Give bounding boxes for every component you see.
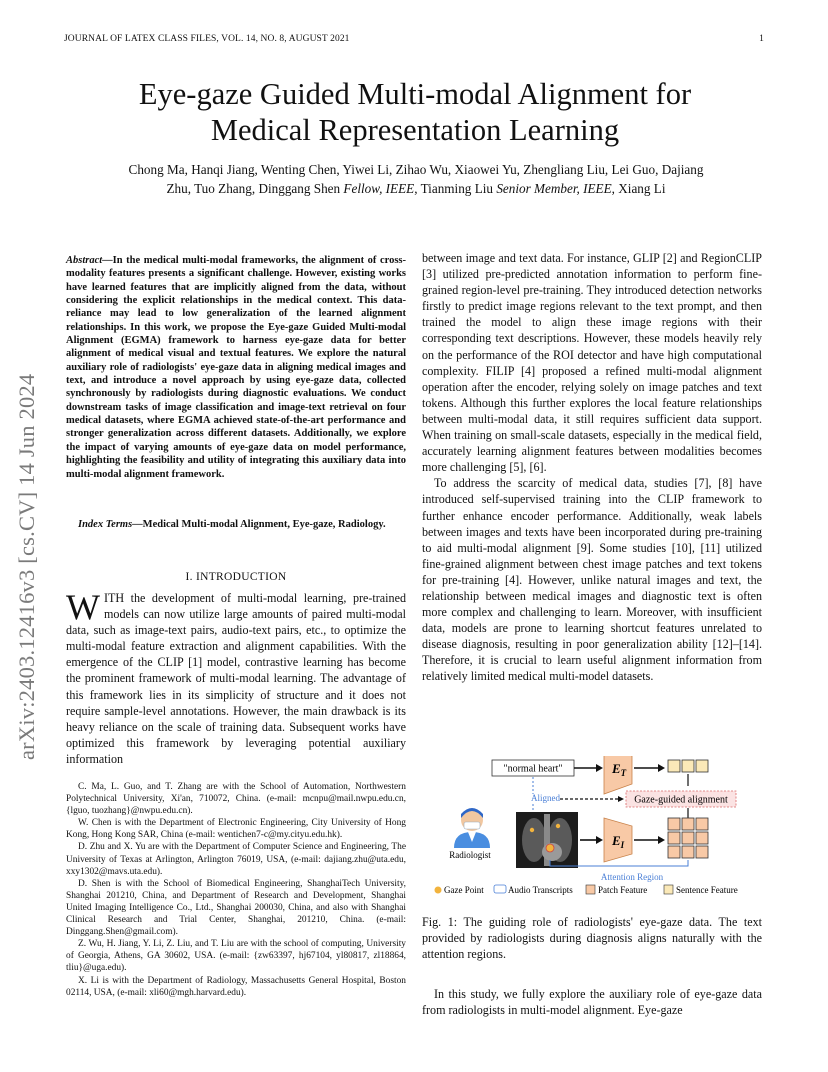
paragraph: between image and text data. For instance, GLIP [2] and RegionCLIP [3] utilized pre-predicted annotation information to perform fine-grained region-level pre-training. They introduced detection networks firstly to predict image regions relevant to the text prompt, and then trained the model to align these image regions with their corresponding text descriptions. However, these models heavily rely on the performance of the ROI detector and have high computational complexity. FILIP [4] proposed a refined multi-modal alignment operation after the encoder, relying solely on image patches and text tokens. Although this further explores the local feature relationships between multi-modal data, it still requires sufficient data support. When training on small-scale datasets, especially in the medical field, accurately learning alignment features between modalities becomes more challenging [5], [6]. xyxy=(422,251,762,475)
arrowhead xyxy=(658,764,665,772)
footnote: C. Ma, L. Guo, and T. Zhang are with the School of Automation, Northwestern Polytechnical University, Xi'an, 710072, China. (e-mail: mcnpu@mail.nwpu.edu.cn, {lguo, tuozhang}@nwpu.edu.cn). xyxy=(66,782,406,817)
index-terms xyxy=(66,518,406,531)
patch-feature-grid xyxy=(668,818,708,858)
title-line-1: Eye-gaze Guided Multi-modal Alignment for xyxy=(138,77,692,111)
legend-patch-feature: Patch Feature xyxy=(598,885,648,895)
paper-title xyxy=(60,76,770,148)
section-heading-introduction: I. INTRODUCTION xyxy=(185,571,287,583)
radiologist-icon xyxy=(454,808,490,848)
abstract xyxy=(66,254,406,481)
abstract-lead: Abstract xyxy=(66,255,103,266)
arrowhead xyxy=(658,836,665,844)
abstract-text: —In the medical multi-modal frameworks, the alignment of cross-modality features presents a significant challenge. However, existing works have learned features that are implicitly aligned from the data, without considering the explicit relationships in the medical context. This data-reliance may lead to low generalization of the learned alignment relationships. In this work, we propose the Eye-gaze Guided Multi-modal Alignment (EGMA) framework to harness eye-gaze data for better alignment of medical visual and textual features. We explore the natural auxiliary role of radiologists' eye-gaze data in aligning medical images and text, and introduce a novel approach by using eye-gaze data, collected synchronously by radiologists during diagnostic evaluations. We conduct downstream tasks of image classification and image-text retrieval on four medical datasets, where EGMA achieved state-of-the-art performance and stronger generalization across different datasets. Additionally, we explore the impact of varying amounts of eye-gaze data on model performance, highlighting the feasibility and utility of integrating this auxiliary data into multi-modal alignment framework. xyxy=(66,255,406,480)
arrowhead xyxy=(596,764,603,772)
title-line-2: Medical Representation Learning xyxy=(210,113,620,147)
gaze-alignment-label: Gaze-guided alignment xyxy=(634,794,728,806)
legend-sentence-feature: Sentence Feature xyxy=(676,885,738,895)
figure-legend xyxy=(435,885,738,895)
legend-audio-icon xyxy=(494,885,506,893)
footnote: Z. Wu, H. Jiang, Y. Li, Z. Liu, and T. Liu are with the school of computing, University of Georgia, Athens, GA 30602, USA. (e-mail: {zw63397, hj67104, yl80817, zl18864, tliu}@uga.edu). xyxy=(66,939,406,974)
right-column-bottom-text xyxy=(422,986,762,1018)
running-header xyxy=(64,34,764,44)
introduction-text: ITH the development of multi-modal learning, pre-trained models can now utilize large amounts of paired multi-modal data, such as image-text pairs, audio-text pairs, etc., to optimize the multi-modal feature extraction and alignment capabilities. With the emergence of the CLIP [1] model, contrastive learning has become the prominent framework of multi-modal learning. The advantage of this framework lies in its simplicity of structure and it does not require sample-level annotations. However, the main drawback is its heavy reliance on the scale of training data. Subsequent works have optimized this framework by leveraging potential auxiliary information xyxy=(66,591,406,766)
arxiv-identifier: arXiv:2403.12416v3 [cs.CV] 14 Jun 2024 xyxy=(14,373,39,760)
introduction-paragraph xyxy=(66,587,406,767)
aligned-label: Aligned xyxy=(531,793,560,803)
authors-line-2 xyxy=(66,179,766,198)
legend-patch-icon xyxy=(586,885,595,894)
index-terms-text: —Medical Multi-modal Alignment, Eye-gaze, Radiology. xyxy=(132,519,386,530)
authors-part-a: Zhu, Tuo Zhang, Dinggang Shen xyxy=(166,181,344,196)
drop-cap: W xyxy=(66,587,100,627)
legend-audio-transcripts: Audio Transcripts xyxy=(508,885,573,895)
figure-1-diagram xyxy=(432,756,772,904)
chest-xray-image xyxy=(516,812,578,868)
legend-sentence-icon xyxy=(664,885,673,894)
sentence-feature xyxy=(682,760,694,772)
legend-gaze-point: Gaze Point xyxy=(444,885,484,895)
author-list xyxy=(66,160,766,198)
authors-part-c: , Xiang Li xyxy=(611,181,666,196)
footnote: W. Chen is with the Department of Electronic Engineering, City University of Hong Kong, Hong Kong SAR, China (e-mail: wentichen7-c@my.cityu.edu.hk). xyxy=(66,818,406,841)
text-encoder-label: $E_T$ xyxy=(612,761,627,778)
sentence-feature xyxy=(668,760,680,772)
transcript-label: "normal heart" xyxy=(503,763,563,775)
image-encoder-label: $E_I$ xyxy=(612,833,625,850)
senior-member-title: Senior Member, IEEE xyxy=(496,181,612,196)
authors-line-1: Chong Ma, Hanqi Jiang, Wenting Chen, Yiwei Li, Zihao Wu, Xiaowei Yu, Zhengliang Liu, Lei Guo, Dajiang xyxy=(128,162,704,177)
figure-caption: Fig. 1: The guiding role of radiologists' eye-gaze data. The text provided by radiologists during diagnosis aligns naturally with the attention regions. xyxy=(422,915,762,962)
paragraph: To address the scarcity of medical data, studies [7], [8] have introduced self-supervised training into the CLIP framework to further enhance encoder performance. Additionally, weak labels between images and texts have been incorporated during pre-training to aid multi-modal alignment [9]. Some studies [10], [11] utilized fine-grained alignment between chest image patches and text tokens for pre-training [4]. However, unlike natural images and text, the relationship between medical images and diagnostic text is often more complex and challenging to learn. Moreover, with insufficient data, models are prone to learning shortcut features unrelated to disease diagnosis, resulting in poor generalization ability [12]–[14]. Therefore, it is crucial to learn useful alignment information from relatively limited medical multi-model datasets. xyxy=(422,476,762,684)
fellow-title: Fellow, IEEE xyxy=(343,181,415,196)
sentence-feature xyxy=(696,760,708,772)
author-affiliation-footnotes xyxy=(66,781,406,999)
journal-name: JOURNAL OF LATEX CLASS FILES, VOL. 14, NO. 8, AUGUST 2021 xyxy=(64,34,350,44)
arrowhead xyxy=(596,836,603,844)
footnote: X. Li is with the Department of Radiology, Massachusetts General Hospital, Boston 02114, USA, (e-mail: xli60@mgh.harvard.edu). xyxy=(66,975,406,998)
attention-region-label: Attention Region xyxy=(600,872,664,882)
right-column-text xyxy=(422,250,762,685)
legend-gaze-point-icon xyxy=(435,887,442,894)
index-terms-lead: Index Terms xyxy=(78,519,133,530)
authors-part-b: , Tianming Liu xyxy=(414,181,497,196)
radiologist-label: Radiologist xyxy=(449,850,491,860)
paragraph: In this study, we fully explore the auxiliary role of eye-gaze data from radiologists in multi-model alignment. Eye-gaze xyxy=(422,987,762,1018)
page-number: 1 xyxy=(759,34,764,44)
footnote: D. Zhu and X. Yu are with the Department of Computer Science and Engineering, The University of Texas at Arlington, Arlington 76019, USA, (e-mail: dajiang.zhu@uta.edu, xxy1302@mavs.uta.edu). xyxy=(66,842,406,877)
arrowhead xyxy=(618,796,624,802)
footnote: D. Shen is with the School of Biomedical Engineering, ShanghaiTech University, Shanghai 201210, China, and Department of Research and Development, Shanghai United Imaging Intelligence Co., Ltd., Shanghai 200030, China, and also with Shanghai Clinical Research and Trial Center, Shanghai, 201210, China. (e-mail: Dinggang.Shen@gmail.com). xyxy=(66,878,406,938)
